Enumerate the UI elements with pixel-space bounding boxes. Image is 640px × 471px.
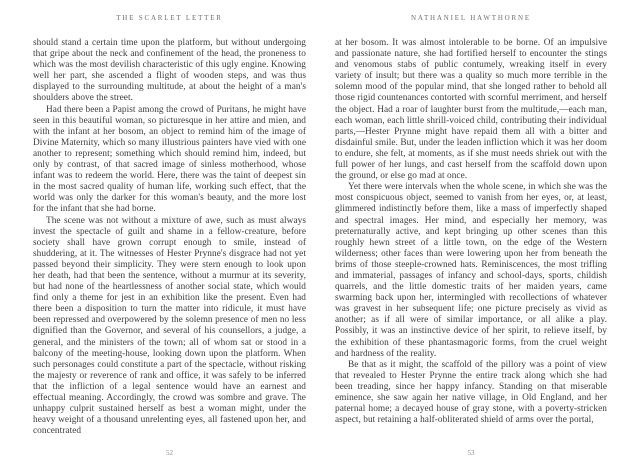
- body-paragraph: should stand a certain time upon the platform, but without undergoing that gripe about the neck and confinement of the head, the proneness to which was the most devilish characteristic of this ugly engine. Knowing well her part, she ascended a flight of wooden steps, and was thus displayed to the surrounding multitude, at about the height of a man's shoulders above the street.: [33, 38, 306, 104]
- left-page-body-text: [33, 38, 306, 437]
- body-paragraph: Yet there were intervals when the whole scene, in which she was the most conspicuous object, seemed to vanish from her eyes, or, at least, glimmered indistinctly before them, like a mass of imperfectly shaped and spectral images. Her mind, and especially her memory, was preternaturally active, and kept bringing up other scenes than this roughly hewn street of a little town, on the edge of the Western wilderness; other faces than were lowering upon her from beneath the brims of those steeple-crowned hats. Reminiscences, the most trifling and immaterial, passages of infancy and school-days, sports, childish quarrels, and the little domestic traits of her maiden years, came swarming back upon her, intermingled with recollections of whatever was gravest in her subsequent life; one picture precisely as vivid as another; as if all were of similar importance, or all alike a play. Possibly, it was an instinctive device of her spirit, to relieve itself, by the exhibition of these phantasmagoric forms, from the cruel weight and hardness of the reality.: [335, 182, 607, 359]
- running-header-book-title: THE SCARLET LETTER: [116, 14, 223, 22]
- left-page-column: [33, 10, 306, 471]
- right-page: [320, 0, 640, 471]
- page-number-left: 52: [166, 449, 173, 457]
- body-paragraph: Had there been a Papist among the crowd of Puritans, he might have seen in this beautiful woman, so picturesque in her attire and mien, and with the infant at her bosom, an object to remind him of the image of Divine Maternity, which so many illustrious painters have vied with one another to represent; something which should remind him, indeed, but only by contrast, of that sacred image of sinless motherhood, whose infant was to redeem the world. Here, there was the taint of deepest sin in the most sacred quality of human life, working such effect, that the world was only the darker for this woman's beauty, and the more lost for the infant that she had borne.: [33, 104, 306, 215]
- body-paragraph: at her bosom. It was almost intolerable to be borne. Of an impulsive and passionate nature, she had fortified herself to encounter the stings and venomous stabs of public contumely, wreaking itself in every variety of insult; but there was a quality so much more terrible in the solemn mood of the popular mind, that she longed rather to behold all those rigid countenances contorted with scornful merriment, and herself the object. Had a roar of laughter burst from the multitude,—each man, each woman, each little shrill-voiced child, contributing their individual parts,—Hester Prynne might have repaid them all with a bitter and disdainful smile. But, under the leaden infliction which it was her doom to endure, she felt, at moments, as if she must needs shriek out with the full power of her lungs, and cast herself from the scaffold down upon the ground, or else go mad at once.: [335, 38, 607, 182]
- body-paragraph: The scene was not without a mixture of awe, such as must always invest the spectacle of guilt and shame in a fellow-creature, before society shall have grown corrupt enough to smile, instead of shuddering, at it. The witnesses of Hester Prynne's disgrace had not yet passed beyond their simplicity. They were stern enough to look upon her death, had that been the sentence, without a murmur at its severity, but had none of the heartlessness of another social state, which would find only a theme for jest in an exhibition like the present. Even had there been a disposition to turn the matter into ridicule, it must have been repressed and overpowered by the solemn presence of men no less dignified than the Governor, and several of his counsellors, a judge, a general, and the ministers of the town; all of whom sat or stood in a balcony of the meeting-house, looking down upon the platform. When such personages could constitute a part of the spectacle, without risking the majesty or reverence of rank and office, it was safely to be inferred that the infliction of a legal sentence would have an earnest and effectual meaning. Accordingly, the crowd was sombre and grave. The unhappy culprit sustained herself as best a woman might, under the heavy weight of a thousand unrelenting eyes, all fastened upon her, and concentrated: [33, 215, 306, 437]
- page-number-right: 53: [467, 449, 475, 457]
- body-paragraph: Be that as it might, the scaffold of the pillory was a point of view that revealed to Hester Prynne the entire track along which she had been treading, since her happy infancy. Standing on that miserable eminence, she saw again her native village, in Old England, and her paternal home; a decayed house of gray stone, with a poverty-stricken aspect, but retaining a half-obliterated shield of arms over the portal,: [335, 359, 607, 426]
- running-header-author-name: NATHANIEL HAWTHORNE: [411, 14, 531, 22]
- right-page-body-text: [335, 38, 607, 426]
- right-page-column: [335, 10, 607, 471]
